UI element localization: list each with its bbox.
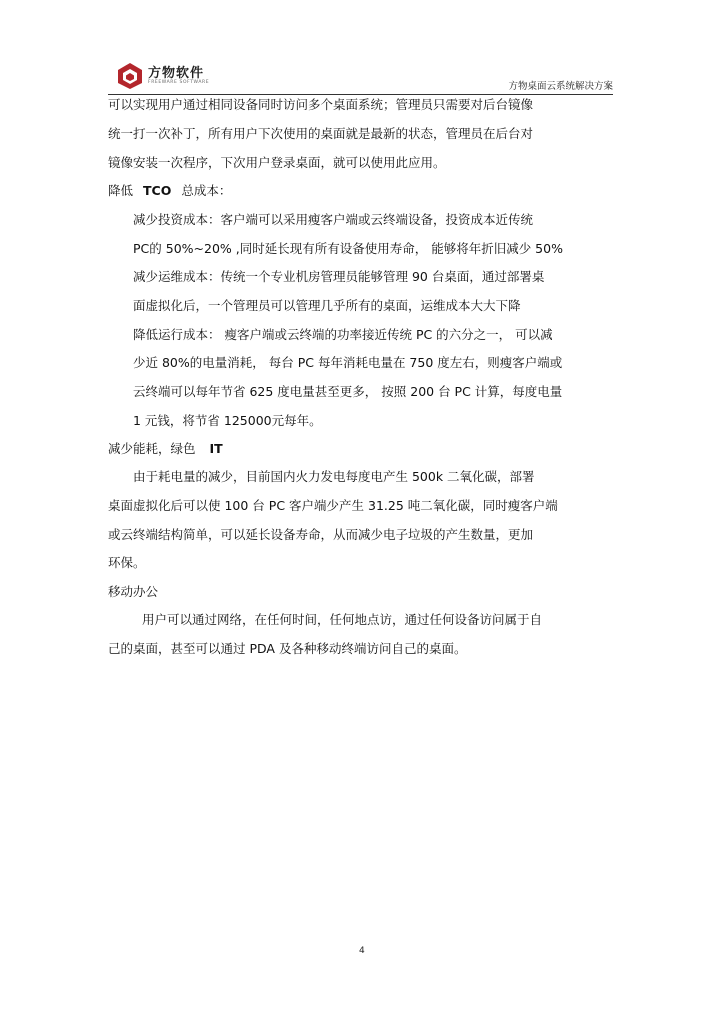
- brand-subtitle: FREEWARE SOFTWARE: [148, 80, 210, 85]
- text-line: 或云终端结构简单，可以延长设备寿命，从而减少电子垃圾的产生数量，更加: [108, 527, 534, 542]
- header-divider: [108, 94, 613, 95]
- page-header: [108, 58, 613, 94]
- text-line: 环保。: [108, 555, 146, 570]
- text-line: 己的桌面，甚至可以通过 PDA 及各种移动终端访问自己的桌面。: [108, 641, 467, 656]
- text-line: 面虚拟化后，一个管理员可以管理几乎所有的桌面，运维成本大大下降: [133, 298, 521, 313]
- heading-part: TCO: [143, 183, 172, 198]
- text-line: 镜像安装一次程序，下次用户登录桌面，就可以使用此应用。: [108, 155, 446, 170]
- brand-name: 方物软件: [148, 66, 205, 81]
- text-line: 减少投资成本：客户端可以采用瘦客户端或云终端设备，投资成本近传统: [133, 212, 534, 227]
- text-line: 降低运行成本： 瘦客户端或云终端的功率接近传统 PC 的六分之一， 可以减: [133, 327, 553, 342]
- text-line: 由于耗电量的减少，目前国内火力发电每度电产生 500k 二氧化碳，部署: [133, 469, 535, 484]
- document-title: 方物桌面云系统解决方案: [508, 81, 613, 92]
- heading-part: IT: [209, 441, 223, 456]
- text-line: 云终端可以每年节省 625 度电量甚至更多， 按照 200 台 PC 计算，每度电量: [133, 384, 563, 399]
- text-line: 统一打一次补丁，所有用户下次使用的桌面就是最新的状态，管理员在后台对: [108, 126, 534, 141]
- company-logo-icon: [116, 62, 144, 90]
- section-heading-green-it: [108, 441, 223, 457]
- heading-part: 减少能耗，绿色: [108, 441, 196, 456]
- text-line: 可以实现用户通过相同设备同时访问多个桌面系统；管理员只需要对后台镜像: [108, 97, 534, 112]
- heading-part: 总成本：: [181, 183, 232, 198]
- page-number: 4: [359, 946, 365, 956]
- text-line: 桌面虚拟化后可以使 100 台 PC 客户端少产生 31.25 吨二氧化碳，同时瘦客户端: [108, 498, 558, 513]
- section-heading-tco: [108, 183, 231, 199]
- heading-part: 降低: [108, 183, 134, 198]
- text-line: 少近 80%的电量消耗， 每台 PC 每年消耗电量在 750 度左右，则瘦客户端或: [133, 355, 563, 370]
- section-heading-mobile: 移动办公: [108, 584, 159, 599]
- text-line: 减少运维成本：传统一个专业机房管理员能够管理 90 台桌面，通过部署桌: [133, 269, 545, 284]
- text-line: 1 元钱，将节省 125000元每年。: [133, 413, 322, 428]
- text-line: 用户可以通过网络，在任何时间，任何地点访，通过任何设备访问属于自: [142, 612, 543, 627]
- text-line: PC的 50%~20% ,同时延长现有所有设备使用寿命， 能够将年折旧减少 50%: [133, 241, 563, 256]
